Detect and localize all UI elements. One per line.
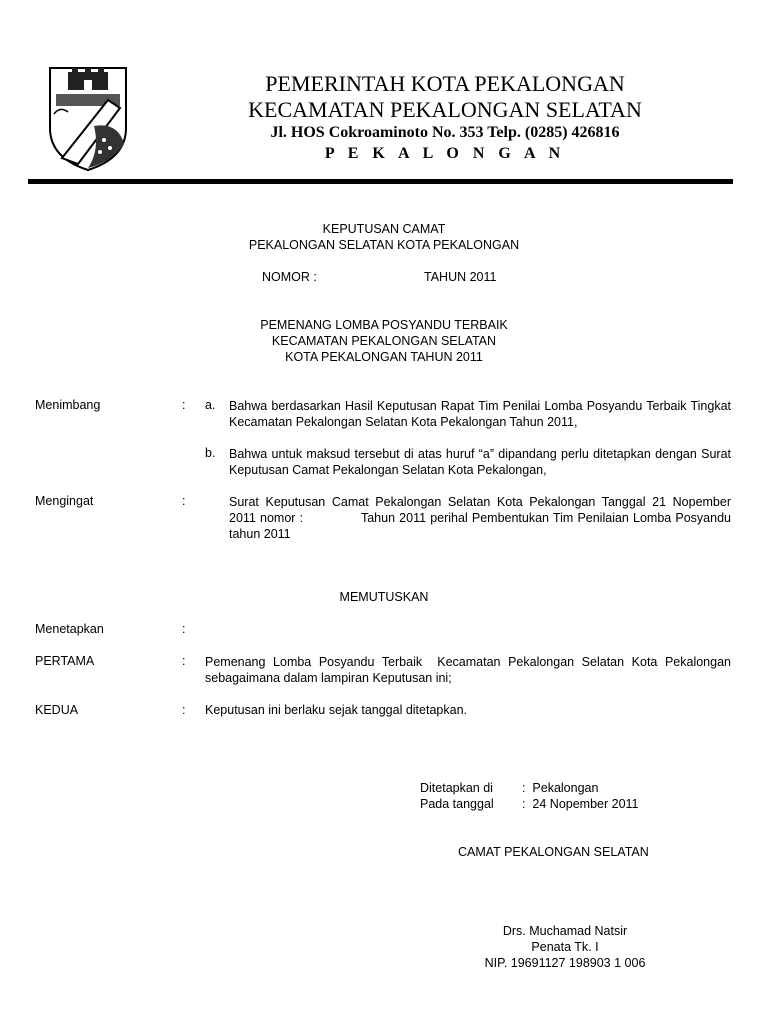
pertama-text: Pemenang Lomba Posyandu Terbaik Kecamatan Pekalongan Selatan Kota Pekalongan sebagaimana dalam lampiran Keputusan ini; xyxy=(205,655,735,685)
menimbang-item-b-text: Bahwa untuk maksud tersebut di atas huruf “a” dipandang perlu ditetapkan dengan Surat Keputusan Camat Pekalongan Selatan Kota Pekalongan, xyxy=(229,447,731,477)
kedua-text: Keputusan ini berlaku sejak tanggal ditetapkan. xyxy=(205,703,467,717)
memutuskan-heading: MEMUTUSKAN xyxy=(339,590,429,604)
signatory-rank: Penata Tk. I xyxy=(531,940,599,954)
ditetapkan-value: : Pekalongan xyxy=(522,781,599,795)
kedua-colon: : xyxy=(182,703,186,717)
letterhead-district-title: KECAMATAN PEKALONGAN SELATAN xyxy=(248,97,642,122)
letterhead-address: Jl. HOS Cokroaminoto No. 353 Telp. (0285) 426816 xyxy=(270,124,620,141)
decree-title-line1: KEPUTUSAN CAMAT xyxy=(322,222,446,236)
kedua-label: KEDUA xyxy=(35,703,79,717)
menetapkan-label: Menetapkan xyxy=(35,622,104,636)
menimbang-item-b-mark: b. xyxy=(205,446,216,460)
signatory-position: CAMAT PEKALONGAN SELATAN xyxy=(458,845,649,859)
letterhead-city: P E K A L O N G A N xyxy=(324,145,566,162)
decree-year: TAHUN 2011 xyxy=(424,270,497,284)
letterhead-divider xyxy=(28,179,733,184)
signatory-name: Drs. Muchamad Natsir xyxy=(502,924,628,938)
menimbang-colon: : xyxy=(182,398,186,412)
subject-line3: KOTA PEKALONGAN TAHUN 2011 xyxy=(285,350,483,364)
mengingat-label: Mengingat xyxy=(35,494,94,508)
menimbang-item-a-text: Bahwa berdasarkan Hasil Keputusan Rapat Tim Penilai Lomba Posyandu Terbaik Tingkat Kecamatan Pekalongan Selatan Kota Pekalongan Tahun 2011, xyxy=(229,399,731,429)
signatory-nip: NIP. 19691127 198903 1 006 xyxy=(484,956,646,970)
pertama-label: PERTAMA xyxy=(35,654,95,668)
tanggal-label: Pada tanggal xyxy=(420,797,494,811)
menetapkan-colon: : xyxy=(182,622,186,636)
subject-line2: KECAMATAN PEKALONGAN SELATAN xyxy=(271,334,497,348)
mengingat-text: Surat Keputusan Camat Pekalongan Selatan Kota Pekalongan Tanggal 21 Nopember 2011 nomor : Tahun 2011 perihal Pembentukan Tim Penilaian Lomba Posyandu tahun 2011 xyxy=(229,495,735,541)
mengingat-colon: : xyxy=(182,494,186,508)
ditetapkan-label: Ditetapkan di xyxy=(420,781,493,795)
decree-title-line2: PEKALONGAN SELATAN KOTA PEKALONGAN xyxy=(248,238,520,252)
decree-number-label: NOMOR : xyxy=(262,270,317,284)
menimbang-label: Menimbang xyxy=(35,398,101,412)
menimbang-item-a-mark: a. xyxy=(205,398,216,412)
pekalongan-coat-of-arms-logo xyxy=(48,66,128,172)
subject-line1: PEMENANG LOMBA POSYANDU TERBAIK xyxy=(260,318,508,332)
tanggal-value: : 24 Nopember 2011 xyxy=(522,797,639,811)
pertama-colon: : xyxy=(182,654,186,668)
letterhead-government-title: PEMERINTAH KOTA PEKALONGAN xyxy=(265,71,625,96)
